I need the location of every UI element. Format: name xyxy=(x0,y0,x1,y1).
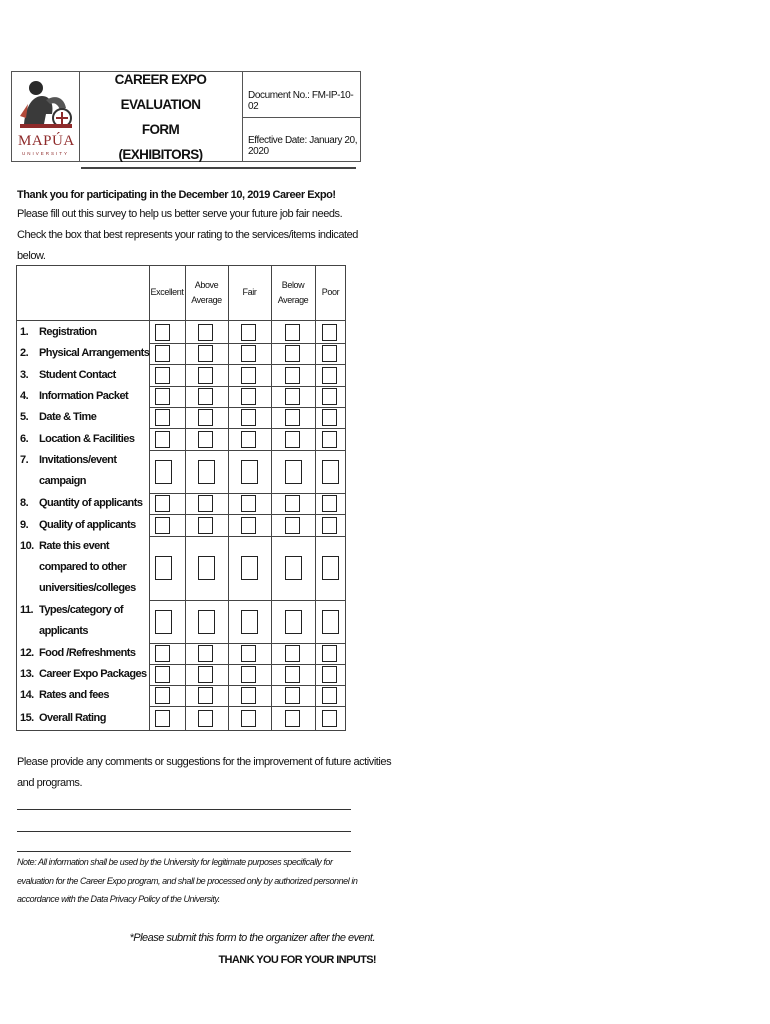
rating-checkbox-below-average[interactable] xyxy=(285,460,302,484)
rating-checkbox-excellent[interactable] xyxy=(155,666,170,683)
rating-checkbox-poor[interactable] xyxy=(322,324,337,341)
rating-row-label xyxy=(20,600,123,642)
rating-checkbox-excellent[interactable] xyxy=(155,431,170,448)
rating-row-label xyxy=(20,685,109,706)
privacy-note-line-1: Note: All information shall be used by the University for legitimate purposes specifically for xyxy=(17,857,333,867)
rating-checkbox-excellent[interactable] xyxy=(155,645,170,662)
row-number: 1. xyxy=(20,325,29,338)
form-header xyxy=(11,71,361,162)
rating-checkbox-poor[interactable] xyxy=(322,666,337,683)
column-divider xyxy=(228,265,229,731)
rating-checkbox-fair[interactable] xyxy=(241,495,256,512)
column-header-excellent xyxy=(149,265,185,320)
rating-checkbox-below-average[interactable] xyxy=(285,409,300,426)
row-text: Student Contact xyxy=(39,368,116,381)
row-number: 6. xyxy=(20,432,29,445)
column-divider xyxy=(185,265,186,731)
rating-checkbox-below-average[interactable] xyxy=(285,710,300,727)
row-divider xyxy=(149,536,346,537)
column-divider xyxy=(315,265,316,731)
comment-blank-line[interactable] xyxy=(17,831,351,832)
rating-checkbox-above-average[interactable] xyxy=(198,666,213,683)
row-text: Information Packet xyxy=(39,390,129,402)
row-divider xyxy=(149,600,346,601)
rating-checkbox-below-average[interactable] xyxy=(285,517,300,534)
intro-thanks: Thank you for participating in the December 10, 2019 Career Expo! xyxy=(17,189,336,201)
column-header-line: Fair xyxy=(242,287,257,297)
rating-checkbox-above-average[interactable] xyxy=(198,431,213,448)
rating-checkbox-above-average[interactable] xyxy=(198,345,213,362)
rating-row-label xyxy=(20,536,136,599)
rating-checkbox-poor[interactable] xyxy=(322,517,337,534)
row-text: campaign xyxy=(39,475,86,487)
rating-checkbox-excellent[interactable] xyxy=(155,556,172,580)
intro-line-3: Check the box that best represents your rating to the services/items indicated xyxy=(17,229,358,241)
rating-checkbox-poor[interactable] xyxy=(322,610,339,634)
row-divider xyxy=(149,514,346,515)
form-title-line-3: (EXHIBITORS) xyxy=(118,146,203,162)
rating-checkbox-above-average[interactable] xyxy=(198,687,213,704)
intro-line-4: below. xyxy=(17,250,46,262)
rating-checkbox-fair[interactable] xyxy=(241,517,256,534)
row-number: 14. xyxy=(20,689,34,701)
row-number: 13. xyxy=(20,668,34,680)
row-number: 9. xyxy=(20,518,29,531)
rating-checkbox-poor[interactable] xyxy=(322,431,337,448)
rating-table xyxy=(16,265,346,731)
privacy-note-line-2: evaluation for the Career Expo program, and shall be processed only by authorized personnel in xyxy=(17,876,358,886)
rating-row-label xyxy=(20,386,128,407)
row-text: Date & Time xyxy=(39,411,97,423)
document-number: Document No.: FM-IP-10-02 xyxy=(248,90,354,112)
row-text: Physical Arrangements xyxy=(39,347,150,359)
row-divider xyxy=(149,706,346,707)
row-text: compared to other xyxy=(39,561,127,573)
rating-row-label xyxy=(20,493,142,514)
column-divider xyxy=(271,265,272,731)
rating-checkbox-fair[interactable] xyxy=(241,687,256,704)
rating-checkbox-above-average[interactable] xyxy=(198,388,213,405)
row-divider xyxy=(149,685,346,686)
privacy-note-line-3: accordance with the Data Privacy Policy of the University. xyxy=(17,894,220,904)
row-text: Career Expo Packages xyxy=(39,668,147,680)
row-text: Rate this event xyxy=(39,540,109,552)
logo-emblem-icon xyxy=(16,74,76,134)
rating-checkbox-excellent[interactable] xyxy=(155,460,172,484)
rating-checkbox-poor[interactable] xyxy=(322,495,337,512)
rating-checkbox-fair[interactable] xyxy=(241,431,256,448)
rating-checkbox-above-average[interactable] xyxy=(198,495,213,512)
row-text: Rates and fees xyxy=(39,689,109,701)
form-title-line-2: FORM xyxy=(141,121,180,137)
row-number: 4. xyxy=(20,390,29,402)
header-rule xyxy=(81,167,356,169)
row-number: 15. xyxy=(20,711,34,724)
comment-blank-line[interactable] xyxy=(17,809,351,810)
row-text: applicants xyxy=(39,625,88,637)
rating-row-label xyxy=(20,429,134,450)
rating-checkbox-poor[interactable] xyxy=(322,345,337,362)
rating-checkbox-poor[interactable] xyxy=(322,556,339,580)
rating-checkbox-fair[interactable] xyxy=(241,324,256,341)
rating-checkbox-below-average[interactable] xyxy=(285,345,300,362)
rating-checkbox-below-average[interactable] xyxy=(285,324,300,341)
rating-checkbox-above-average[interactable] xyxy=(198,324,213,341)
rating-checkbox-above-average[interactable] xyxy=(198,610,215,634)
rating-checkbox-below-average[interactable] xyxy=(285,388,300,405)
rating-checkbox-excellent[interactable] xyxy=(155,388,170,405)
rating-checkbox-poor[interactable] xyxy=(322,645,337,662)
row-divider xyxy=(149,364,346,365)
row-number: 11. xyxy=(20,604,34,616)
rating-row-label xyxy=(20,664,147,685)
rating-checkbox-poor[interactable] xyxy=(322,460,339,484)
comments-prompt-line-1: Please provide any comments or suggestions for the improvement of future activities xyxy=(17,756,392,768)
rating-checkbox-fair[interactable] xyxy=(241,610,258,634)
rating-checkbox-excellent[interactable] xyxy=(155,324,170,341)
row-text: universities/colleges xyxy=(39,582,136,594)
rating-checkbox-below-average[interactable] xyxy=(285,610,302,634)
rating-checkbox-above-average[interactable] xyxy=(198,710,213,727)
rating-checkbox-fair[interactable] xyxy=(241,388,256,405)
column-divider xyxy=(149,265,150,731)
rating-checkbox-fair[interactable] xyxy=(241,556,258,580)
row-text: Types/category of xyxy=(39,604,123,616)
meta-divider xyxy=(242,117,360,118)
rating-checkbox-poor[interactable] xyxy=(322,710,337,727)
intro-line-2: Please fill out this survey to help us better serve your future job fair needs. xyxy=(17,208,343,220)
logo-subtext: UNIVERSITY xyxy=(22,151,70,156)
rating-checkbox-fair[interactable] xyxy=(241,367,256,384)
row-divider xyxy=(149,386,346,387)
row-divider xyxy=(149,493,346,494)
rating-checkbox-excellent[interactable] xyxy=(155,517,170,534)
row-text: Invitations/event xyxy=(39,454,117,466)
column-header-fair xyxy=(228,265,271,320)
rating-checkbox-fair[interactable] xyxy=(241,666,256,683)
form-title-line-1: CAREER EXPO EVALUATION xyxy=(114,71,207,112)
column-header-line: Average xyxy=(191,294,222,305)
rating-checkbox-below-average[interactable] xyxy=(285,645,300,662)
column-header-line: Above xyxy=(194,279,219,290)
row-number: 7. xyxy=(20,454,29,466)
rating-checkbox-excellent[interactable] xyxy=(155,610,172,634)
column-header-line: Excellent xyxy=(150,287,184,297)
row-number: 5. xyxy=(20,411,29,423)
rating-checkbox-fair[interactable] xyxy=(241,345,256,362)
comment-blank-line[interactable] xyxy=(17,851,351,852)
column-header-line: Average xyxy=(277,294,309,305)
rating-row-label xyxy=(20,407,96,428)
document-meta xyxy=(242,72,360,161)
rating-row-label xyxy=(20,343,149,364)
rating-checkbox-excellent[interactable] xyxy=(155,710,170,727)
row-text: Food /Refreshments xyxy=(39,647,136,659)
column-header-line: Below xyxy=(281,279,305,290)
university-logo xyxy=(12,72,80,161)
comments-prompt-line-2: and programs. xyxy=(17,777,83,789)
rating-checkbox-above-average[interactable] xyxy=(198,367,213,384)
row-divider xyxy=(149,664,346,665)
rating-checkbox-excellent[interactable] xyxy=(155,495,170,512)
column-header-line: Poor xyxy=(321,287,340,297)
rating-checkbox-below-average[interactable] xyxy=(285,666,300,683)
rating-checkbox-below-average[interactable] xyxy=(285,367,300,384)
rating-checkbox-below-average[interactable] xyxy=(285,687,300,704)
logo-wordmark: MAPÚA xyxy=(18,133,75,149)
column-header-poor xyxy=(315,265,346,320)
rating-checkbox-poor[interactable] xyxy=(322,367,337,384)
row-number: 3. xyxy=(20,368,29,381)
rating-row-label xyxy=(20,708,106,729)
column-header-above-average xyxy=(185,265,228,320)
row-number: 12. xyxy=(20,647,34,659)
rating-checkbox-poor[interactable] xyxy=(322,388,337,405)
rating-checkbox-below-average[interactable] xyxy=(285,556,302,580)
submit-instruction: *Please submit this form to the organizer after the event. xyxy=(129,932,375,944)
row-text: Overall Rating xyxy=(39,711,106,724)
rating-checkbox-above-average[interactable] xyxy=(198,645,213,662)
rating-checkbox-below-average[interactable] xyxy=(285,495,300,512)
row-divider xyxy=(149,407,346,408)
rating-checkbox-above-average[interactable] xyxy=(198,460,215,484)
row-text: Quantity of applicants xyxy=(39,497,143,509)
rating-checkbox-above-average[interactable] xyxy=(198,556,215,580)
rating-row-label xyxy=(20,450,116,492)
rating-checkbox-fair[interactable] xyxy=(241,409,256,426)
rating-row-label xyxy=(20,515,136,536)
row-divider xyxy=(149,643,346,644)
rating-checkbox-poor[interactable] xyxy=(322,687,337,704)
row-divider xyxy=(149,428,346,429)
form-title xyxy=(79,72,243,161)
row-text: Registration xyxy=(39,325,97,338)
row-number: 2. xyxy=(20,347,29,359)
rating-checkbox-fair[interactable] xyxy=(241,710,256,727)
rating-checkbox-poor[interactable] xyxy=(322,409,337,426)
rating-row-label xyxy=(20,322,97,343)
rating-checkbox-fair[interactable] xyxy=(241,460,258,484)
row-divider xyxy=(149,450,346,451)
row-text: Quality of applicants xyxy=(39,518,136,531)
rating-checkbox-excellent[interactable] xyxy=(155,367,170,384)
rating-checkbox-above-average[interactable] xyxy=(198,409,213,426)
row-divider xyxy=(149,343,346,344)
row-number: 10. xyxy=(20,540,34,552)
row-number: 8. xyxy=(20,497,29,509)
row-text: Location & Facilities xyxy=(39,432,135,445)
rating-row-label xyxy=(20,643,135,664)
rating-checkbox-excellent[interactable] xyxy=(155,687,170,704)
column-header-below-average xyxy=(271,265,315,320)
effective-date: Effective Date: January 20, 2020 xyxy=(248,135,358,157)
rating-checkbox-below-average[interactable] xyxy=(285,431,300,448)
rating-checkbox-fair[interactable] xyxy=(241,645,256,662)
rating-checkbox-excellent[interactable] xyxy=(155,409,170,426)
rating-row-label xyxy=(20,365,116,386)
rating-checkbox-excellent[interactable] xyxy=(155,345,170,362)
rating-checkbox-above-average[interactable] xyxy=(198,517,213,534)
closing-thanks: THANK YOU FOR YOUR INPUTS! xyxy=(218,954,376,966)
